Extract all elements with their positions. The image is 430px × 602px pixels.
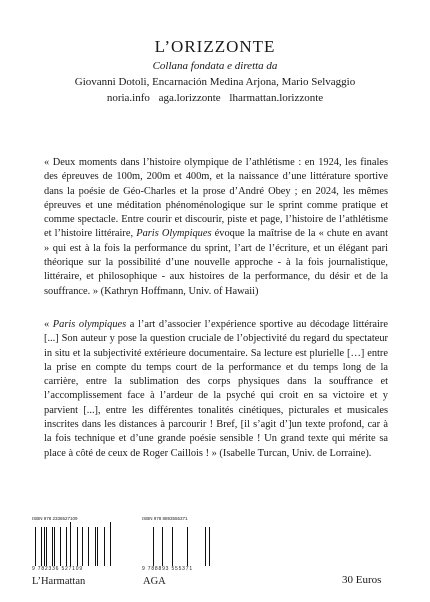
- quote-hoffmann-part2: évoque la maîtrise de la « chute en avant » qui est à la fois la performance du sprint, l’art de l’écriture, et un élégant pari théorique sur la possibilité d’une nouvelle approche - à la fois journalistique, littéraire, et philosophique - aux histoires de la performance, du désir et de la souffrance. » (Kathryn Hoffmann, Univ. of Hawaii): [44, 228, 389, 297]
- quote-hoffmann-title: Paris Olympiques: [136, 228, 212, 240]
- quote-turcan-part2: a l’art d’associer l’expérience sportive au décodage littéraire [...] Son auteur y pose la question cruciale de l’objectivité du regard du spectateur in situ et la subjectivité extérieure documentaire. Sa lecture est plurielle […] entre la prise en compte du temps court de la performance et du temps long de la carrière, entre la sublimation des corps physiques dans la souffrance et l’accomplissement face à l’ardeur de la psyché qui croit en sa victoire et y parvient [...], entre les différentes tonalités cinétiques, picturales et musicales inscrites dans les distances à parcourir ! Bref, [il s’agit d’]un texte profond, car à la fois technique et d’une grande poésie sensible ! Un grand texte qui mérite sa place à côté de ceux de Roger Caillois ! » (Isabelle Turcan, Univ. de Lorraine).: [44, 319, 388, 459]
- link-aga: aga.lorizzonte: [158, 92, 221, 104]
- editors-line: Giovanni Dotoli, Encarnación Medina Arjona, Mario Selvaggio: [74, 76, 356, 88]
- barcode-digits: 9 782336 527109: [32, 566, 83, 572]
- price: 30 Euros: [342, 574, 382, 586]
- link-noria: noria.info: [106, 92, 150, 104]
- quote-hoffmann-part1: « Deux moments dans l’histoire olympique de l’athlétisme : en 1924, les finales des épreuves de 100m, 200m et 400m, et la naissance d’une littérature sportive dans la poésie de Géo-Charles et la prose d’André Obey ; en 2024, les mêmes épreuves et une méditation phénoménologique sur le sprint comme pratique et comme spectacle. Entre courir et discourir, piste et page, l’histoire de l’athlétisme et l’histoire littéraire,: [44, 157, 388, 240]
- isbn-label: ISBN 978 2336527109: [32, 516, 78, 521]
- publisher-harmattan: L’Harmattan: [32, 576, 86, 587]
- header: [0, 36, 430, 106]
- quote-turcan-title: Paris olympiques: [52, 319, 127, 330]
- publisher-aga: AGA: [143, 576, 166, 587]
- barcode-bars: [32, 522, 114, 566]
- barcode-bars: [142, 522, 224, 566]
- barcode-digits: 9 788893 555371: [142, 566, 193, 572]
- quote-turcan-part1: «: [44, 319, 53, 330]
- quote-turcan: [44, 318, 388, 461]
- series-title: L’ORIZZONTE: [154, 37, 276, 56]
- link-harmattan: lharmattan.lorizzonte: [229, 92, 324, 104]
- barcode-harmattan: [32, 516, 114, 572]
- collana-line: Collana fondata e diretta da: [152, 60, 278, 72]
- barcode-aga: [142, 516, 224, 572]
- isbn-label: ISBN 978 8893555371: [142, 516, 188, 521]
- quote-hoffmann: [44, 156, 388, 299]
- links-line: [0, 90, 430, 106]
